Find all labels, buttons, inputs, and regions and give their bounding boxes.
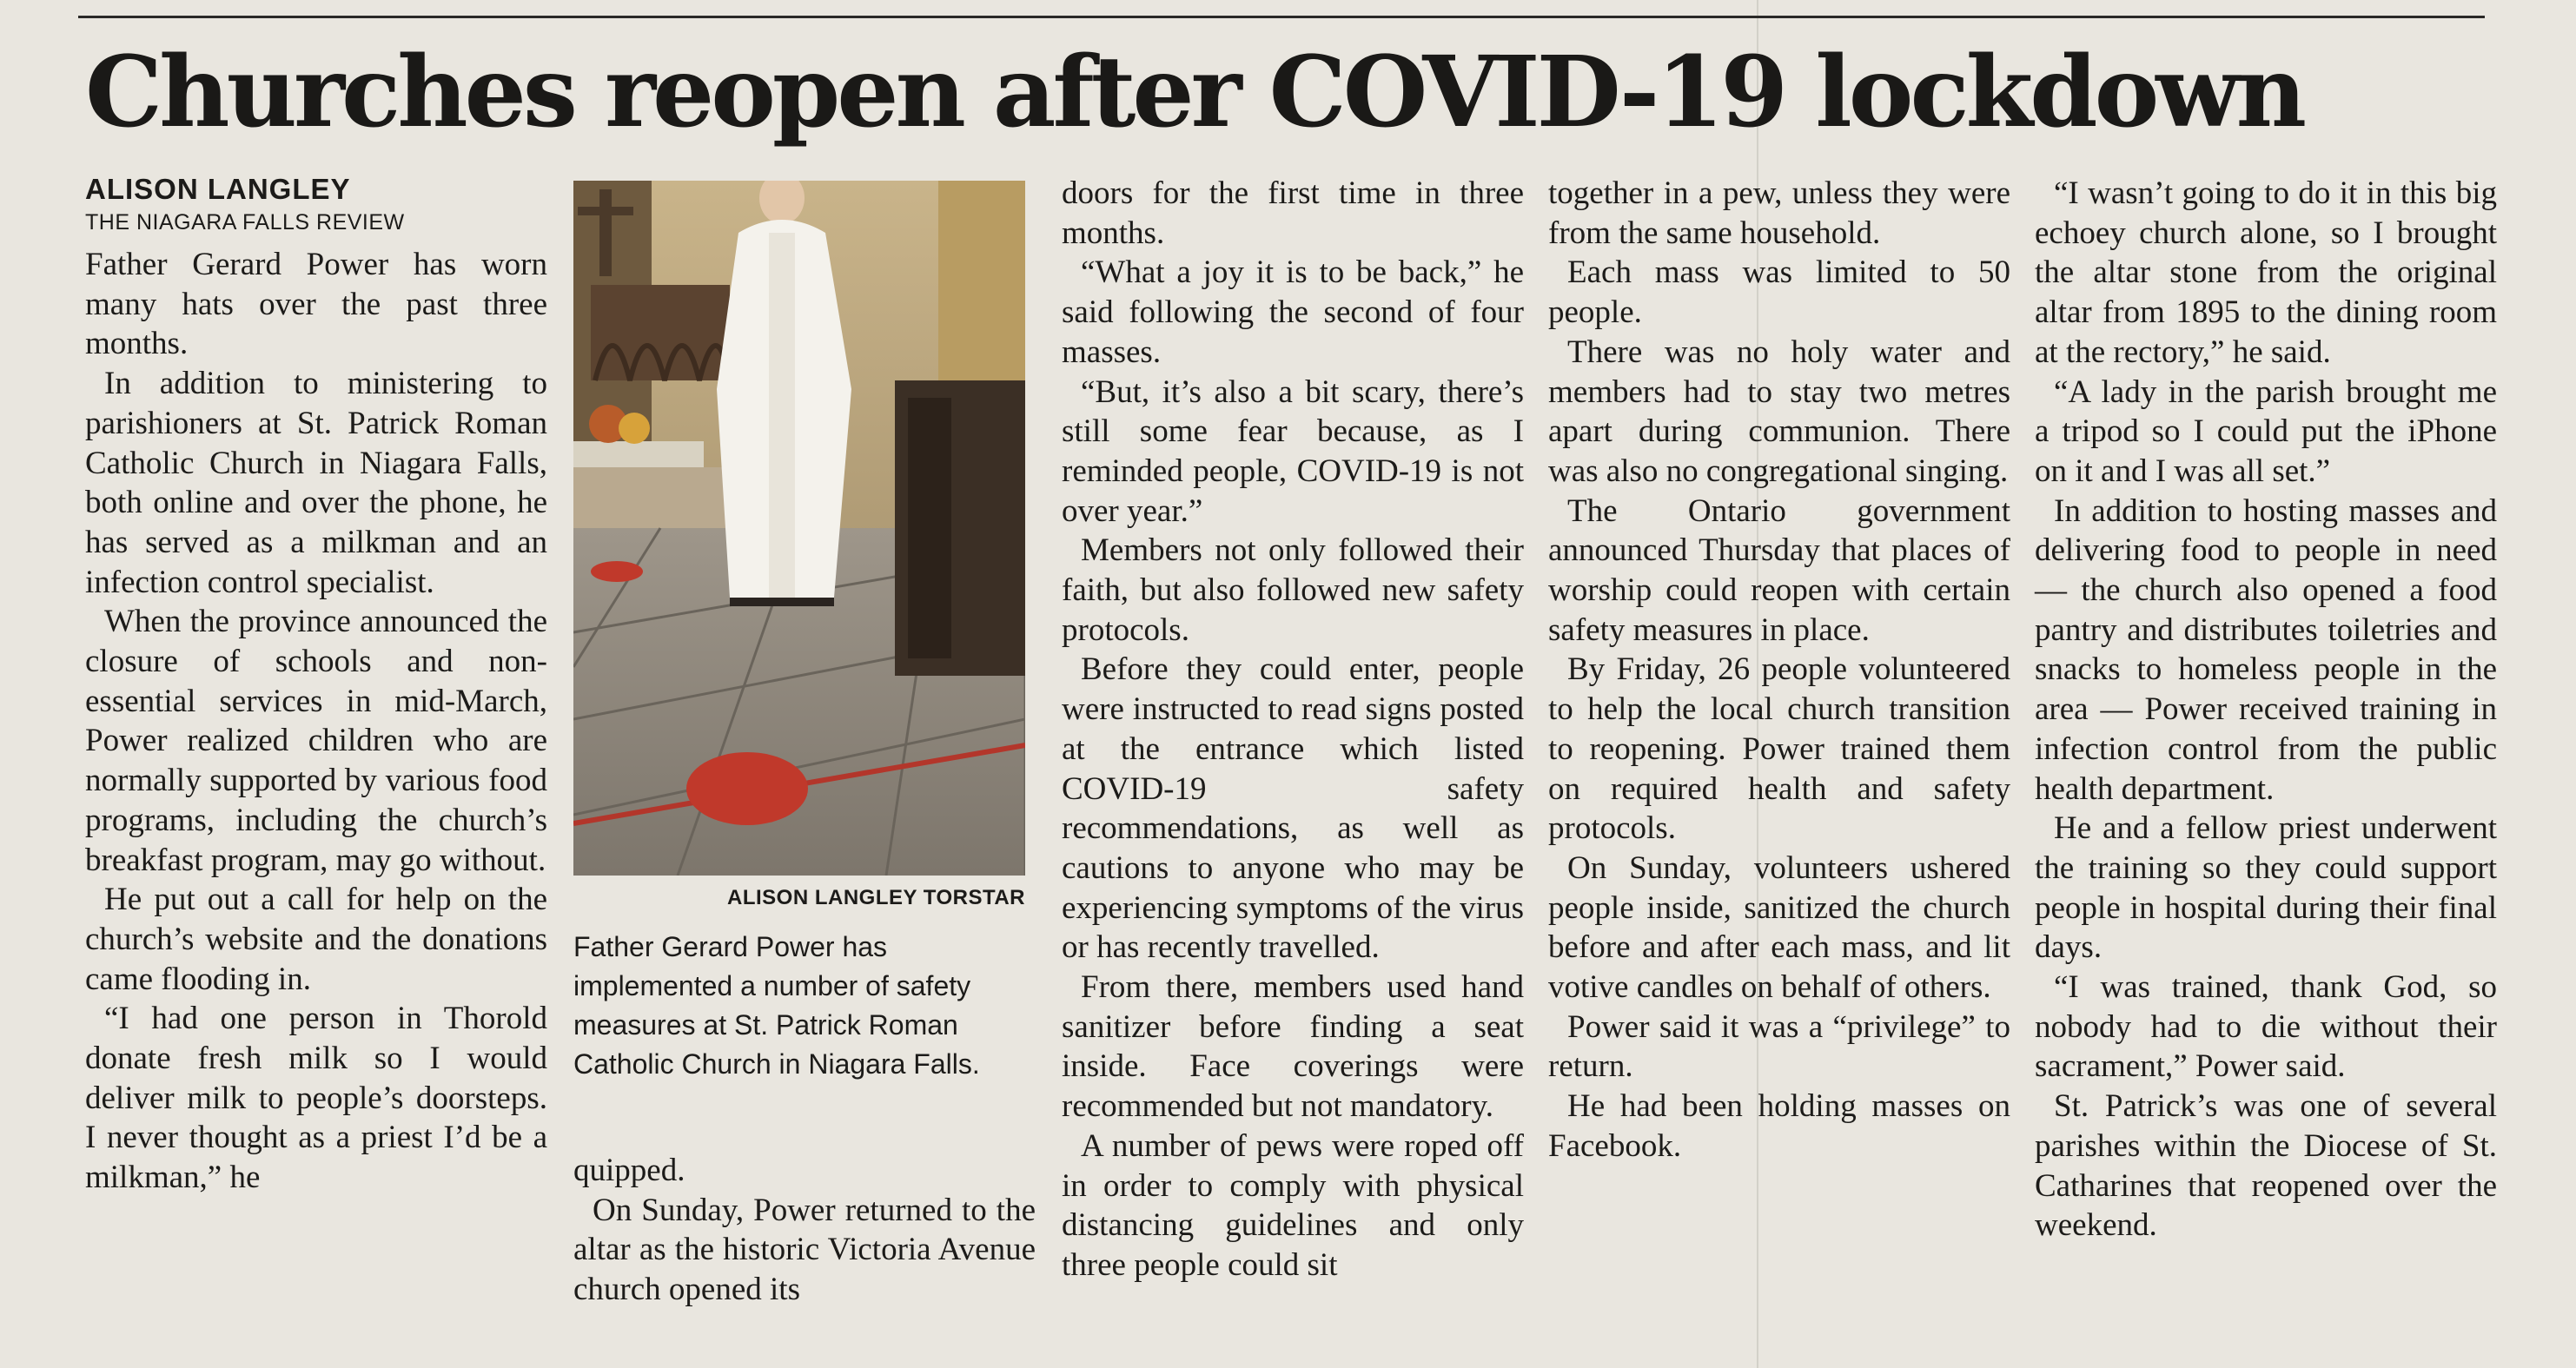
paragraph: Power said it was a “privilege” to return. [1548,1008,2010,1085]
paragraph: In addition to hosting masses and delivering food to people in need — the church also opened a food pantry and distributes toiletries and snacks to homeless people in the area — Power received training in infection control from the public health department. [2035,492,2497,807]
paragraph: There was no holy water and members had to stay two metres apart during communion. There was also no congregational singing. [1548,334,2010,489]
paragraph: “I had one person in Thorold donate fresh milk so I would deliver milk to people’s doorsteps. I never thought as a priest I’d be a milkman,” he [85,1001,547,1196]
paragraph: quipped. [573,1153,685,1188]
church-interior-illustration [573,181,1025,876]
byline-organization: THE NIAGARA FALLS REVIEW [85,210,405,235]
paragraph: On Sunday, volunteers ushered people inside, sanitized the church before and after each mass, and lit votive candles on behalf of others. [1548,849,2010,1006]
paragraph: When the province announced the closure of schools and non-essential services in mid-March, Power realized children who are normally supported by various food programs, including the church’s breakfast program, may go without. [85,604,547,878]
headline: Churches reopen after COVID-19 lockdown [85,36,2304,149]
byline-name: ALISON LANGLEY [85,173,351,205]
top-rule [78,16,2485,18]
paragraph: Father Gerard Power has worn many hats over the past three months. [85,247,547,362]
paragraph: doors for the first time in three months. [1062,175,1524,251]
paragraph: together in a pew, unless they were from the same household. [1548,175,2010,251]
paragraph: Before they could enter, people were instructed to read signs posted at the entrance which listed COVID-19 safety recommendations, as well as cautions to anyone who may be experiencing symptoms of the virus or has recently travelled. [1062,651,1524,966]
byline [85,172,546,238]
paragraph: On Sunday, Power returned to the altar as the historic Victoria Avenue church opened its [573,1192,1036,1308]
photo-caption: Father Gerard Power has implemented a number of safety measures at St. Patrick Roman Catholic Church in Niagara Falls. [573,931,980,1080]
article-photo [573,181,1025,876]
paragraph: “I was trained, thank God, so nobody had to die without their sacrament,” Power said. [2035,969,2497,1085]
paragraph: Each mass was limited to 50 people. [1548,254,2010,331]
article-column-5 [2035,174,2497,1246]
paragraph: In addition to ministering to parishioners at St. Patrick Roman Catholic Church in Niagara Falls, both online and over the phone, he has served as a milkman and an infection control specialist. [85,366,547,600]
paragraph: He put out a call for help on the church’s website and the donations came flooding in. [85,882,547,997]
paragraph: A number of pews were roped off in order to comply with physical distancing guidelines and only three people could sit [1062,1127,1524,1283]
article-column-3 [1062,174,1524,1285]
paragraph: He had been holding masses on Facebook. [1548,1088,2010,1164]
article-column-4 [1548,174,2010,1166]
paragraph: St. Patrick’s was one of several parishes within the Diocese of St. Catharines that reopened over the weekend. [2035,1088,2497,1244]
paragraph: Members not only followed their faith, but also followed new safety protocols. [1062,532,1524,648]
photo-credit: ALISON LANGLEY TORSTAR [726,886,1025,909]
article-column-1 [85,245,547,1198]
paragraph: “A lady in the parish brought me a tripod so I could put the iPhone on it and I was all set.” [2035,373,2497,489]
paragraph: “But, it’s also a bit scary, there’s still some fear because, as I reminded people, COVID-19 is not over year.” [1062,373,1524,529]
paragraph: He and a fellow priest underwent the training so they could support people in hospital during their final days. [2035,810,2497,966]
paragraph: By Friday, 26 people volunteered to help the local church transition to reopening. Power trained them on required health and safety protocols. [1548,651,2010,847]
paragraph: The Ontario government announced Thursday that places of worship could reopen with certain safety measures in place. [1548,492,2010,648]
paragraph: “I wasn’t going to do it in this big echoey church alone, so I brought the altar stone from the original altar from 1895 to the dining room at the rectory,” he said. [2035,175,2497,370]
paragraph: “What a joy it is to be back,” he said following the second of four masses. [1062,254,1524,370]
article-column-2 [573,1151,1036,1310]
paragraph: From there, members used hand sanitizer before finding a seat inside. Face coverings were recommended but not mandatory. [1062,969,1524,1125]
